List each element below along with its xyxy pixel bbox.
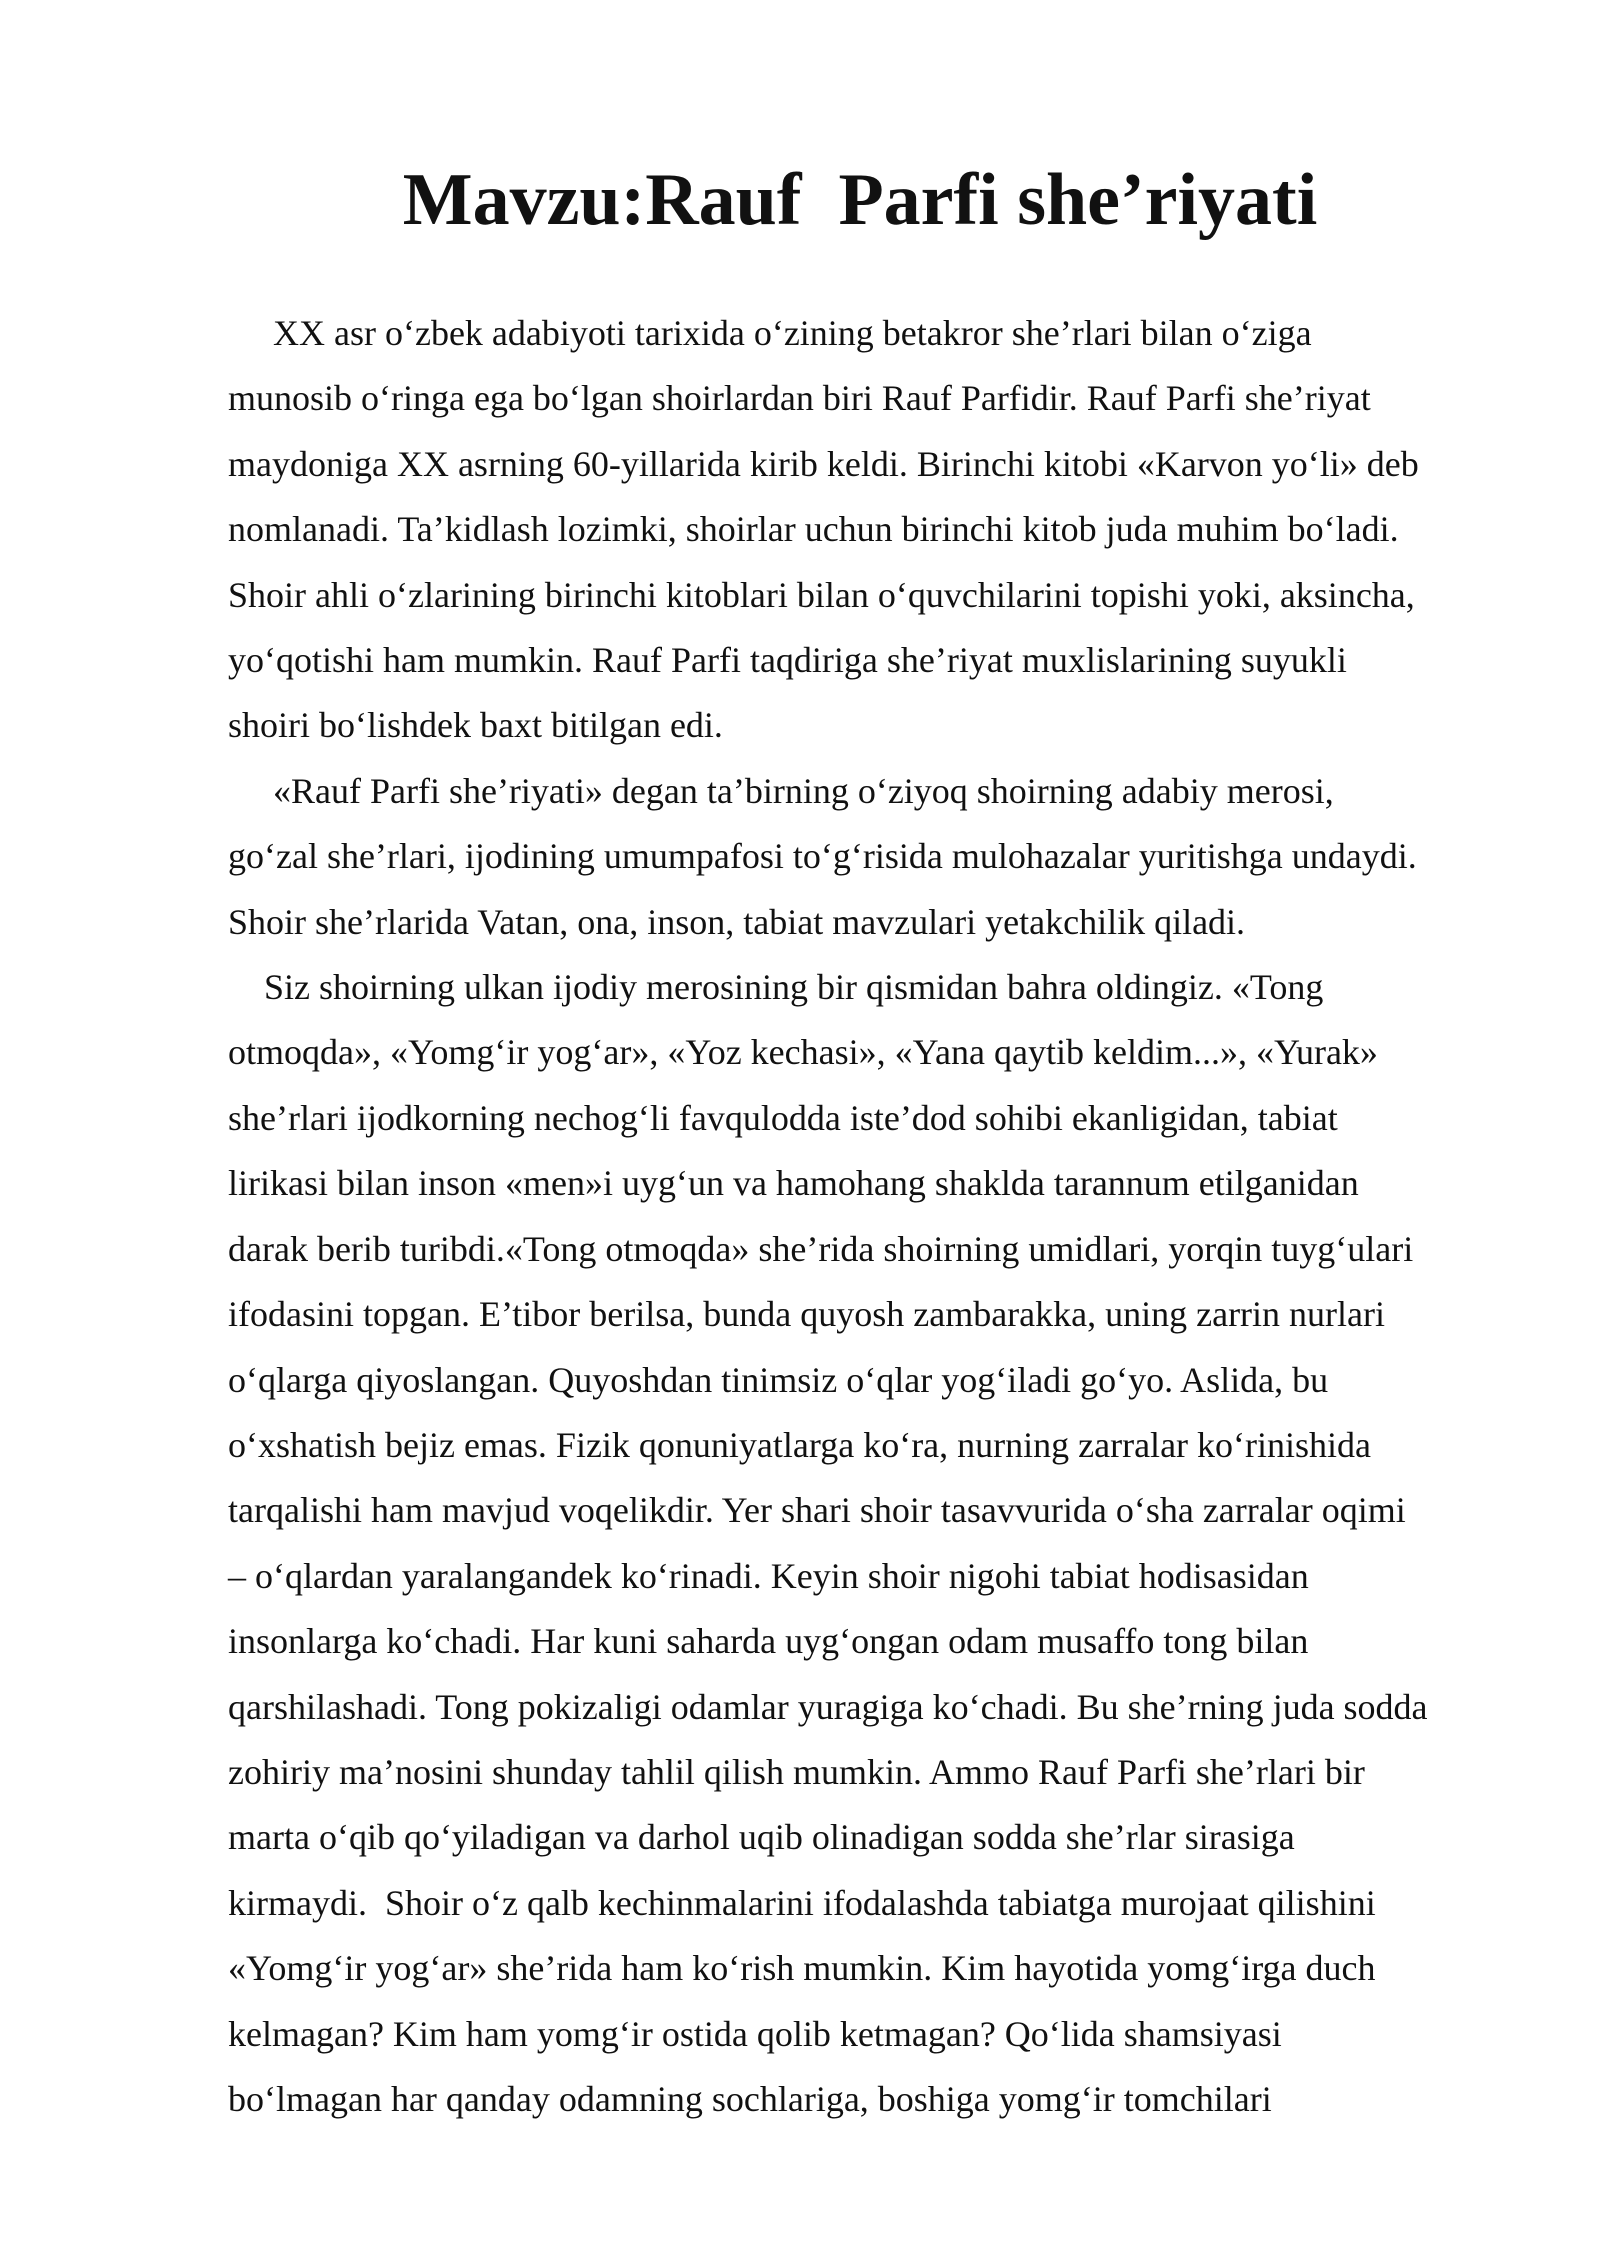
text-line: maydoniga XX asrning 60-yillarida kirib keldi. Birinchi kitobi «Karvon yo‘li» deb xyxy=(228,443,1419,484)
text-line: shoiri bo‘lishdek baxt bitilgan edi. xyxy=(228,705,723,746)
text-line: kirmaydi. Shoir o‘z qalb kechinmalarini ifodalashda tabiatga murojaat qilishini xyxy=(228,1882,1376,1923)
text-line: go‘zal she’rlari, ijodining umumpafosi to‘g‘risida mulohazalar yuritishga undaydi. xyxy=(228,836,1417,877)
text-line: zohiriy ma’nosini shunday tahlil qilish mumkin. Ammo Rauf Parfi she’rlari bir xyxy=(228,1751,1365,1792)
text-line: o‘xshatish bejiz emas. Fizik qonuniyatlarga ko‘ra, nurning zarralar ko‘rinishida xyxy=(228,1424,1371,1465)
text-line: «Yomg‘ir yog‘ar» she’rida ham ko‘rish mumkin. Kim hayotida yomg‘irga duch xyxy=(228,1948,1376,1989)
text-line: otmoqda», «Yomg‘ir yog‘ar», «Yoz kechasi», «Yana qaytib keldim...», «Yurak» xyxy=(228,1032,1378,1073)
text-line: darak berib turibdi.«Tong otmoqda» she’rida shoirning umidlari, yorqin tuyg‘ulari xyxy=(228,1228,1414,1269)
text-line: «Rauf Parfi she’riyati» degan ta’birning o‘ziyoq shoirning adabiy merosi, xyxy=(228,770,1334,811)
text-line: ifodasini topgan. E’tibor berilsa, bunda quyosh zambarakka, uning zarrin nurlari xyxy=(228,1294,1386,1335)
text-line: qarshilashadi. Tong pokizaligi odamlar yuragiga ko‘chadi. Bu she’rning juda sodda xyxy=(228,1686,1428,1727)
text-line: bo‘lmagan har qanday odamning sochlariga, boshiga yomg‘ir tomchilari xyxy=(228,2078,1272,2119)
text-line: nomlanadi. Ta’kidlash lozimki, shoirlar uchun birinchi kitob juda muhim bo‘ladi. xyxy=(228,509,1399,550)
text-line: Shoir she’rlarida Vatan, ona, inson, tabiat mavzulari yetakchilik qiladi. xyxy=(228,901,1246,942)
text-line: yo‘qotishi ham mumkin. Rauf Parfi taqdiriga she’riyat muxlislarining suyukli xyxy=(228,640,1347,681)
page-title: Mavzu:Rauf Parfi she’riyati xyxy=(402,159,1318,241)
text-line: Shoir ahli o‘zlarining birinchi kitoblari bilan o‘quvchilarini topishi yoki, aksincha, xyxy=(228,574,1415,615)
text-line: tarqalishi ham mavjud voqelikdir. Yer shari shoir tasavvurida o‘sha zarralar oqimi xyxy=(228,1490,1406,1531)
text-line: munosib o‘ringa ega bo‘lgan shoirlardan biri Rauf Parfidir. Rauf Parfi she’riyat xyxy=(228,378,1371,419)
text-line: she’rlari ijodkorning nechog‘li favqulodda iste’dod sohibi ekanligidan, tabiat xyxy=(228,1097,1338,1138)
text-line: XX asr o‘zbek adabiyoti tarixida o‘zining betakror she’rlari bilan o‘ziga xyxy=(228,313,1312,353)
text-line: Siz shoirning ulkan ijodiy merosining bir qismidan bahra oldingiz. «Tong xyxy=(228,967,1324,1008)
text-line: lirikasi bilan inson «men»i uyg‘un va hamohang shaklda tarannum etilganidan xyxy=(228,1163,1359,1204)
body-text xyxy=(228,301,1528,2132)
text-line: – o‘qlardan yaralangandek ko‘rinadi. Keyin shoir nigohi tabiat hodisasidan xyxy=(228,1555,1309,1596)
text-line: marta o‘qib qo‘yiladigan va darhol uqib olinadigan sodda she’rlar sirasiga xyxy=(228,1817,1295,1858)
text-line: o‘qlarga qiyoslangan. Quyoshdan tinimsiz o‘qlar yog‘iladi go‘yo. Aslida, bu xyxy=(228,1359,1329,1400)
text-line: kelmagan? Kim ham yomg‘ir ostida qolib ketmagan? Qo‘lida shamsiyasi xyxy=(228,2013,1282,2054)
text-line: insonlarga ko‘chadi. Har kuni saharda uyg‘ongan odam musaffo tong bilan xyxy=(228,1621,1309,1662)
